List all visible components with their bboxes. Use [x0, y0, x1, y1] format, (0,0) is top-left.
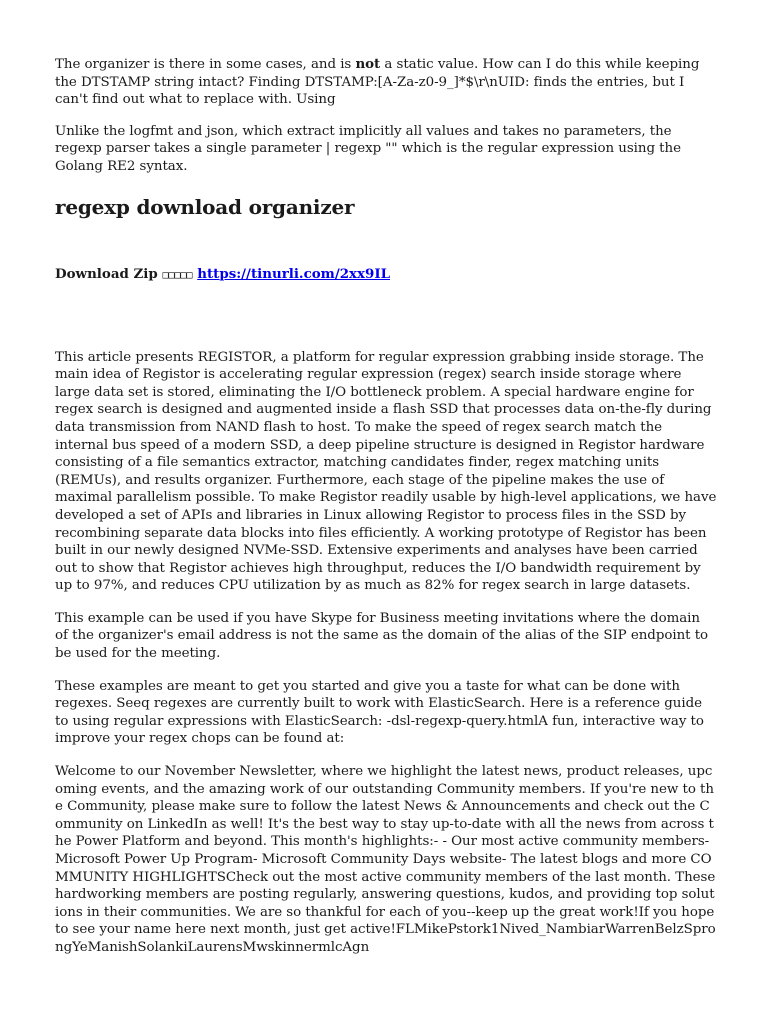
intro-text-end: a static value. How can I do this while keeping the DTSTAMP string intact? Finding DTSTAMP:[A-Za-z0-9_]*$\r\nUID: finds the entries, but I can't find out what to replace with. Using: [55, 57, 700, 108]
article-paragraph-seeq: These examples are meant to get you started and give you a taste for what can be done with regexes. Seeq regexes are currently built to work with ElasticSearch. Here is a reference guide to using regular expressions with ElasticSearch: -dsl-regexp-query.htmlA fun, interactive way to improve your regex chops can be found at:: [55, 678, 704, 747]
document-page: [55, 56, 717, 957]
logfmt-paragraph: Unlike the logfmt and json, which extract implicitly all values and takes no parameters, the regexp parser takes a single parameter | regexp "" which is the regular expression using the Golang RE2 syntax.: [55, 123, 681, 174]
download-glyphs: □□□□□: [162, 269, 193, 281]
intro-bold-word: not: [355, 56, 381, 72]
article-paragraph-skype: This example can be used if you have Skype for Business meeting invitations where the domain of the organizer's email address is not the same as the domain of the alias of the SIP endpoint to be used for the meeting.: [55, 610, 709, 662]
intro-paragraph: [55, 56, 717, 109]
article-body: [55, 349, 717, 957]
download-link[interactable]: https://tinurli.com/2xx9IL: [197, 265, 391, 282]
page-title: regexp download organizer: [55, 194, 355, 219]
download-label: Download Zip: [55, 265, 158, 282]
download-line: [55, 265, 717, 285]
article-paragraph-registor: This article presents REGISTOR, a platform for regular expression grabbing inside storage. The main idea of Registor is accelerating regular expression (regex) search inside storage where large data set is stored, eliminating the I/O bottleneck problem. A special hardware engine for regex search is designed and augmented inside a flash SSD that processes data on-the-fly during data transmission from NAND flash to host. To make the speed of regex search match the internal bus speed of a modern SSD, a deep pipeline structure is designed in Registor hardware consisting of a file semantics extractor, matching candidates finder, regex matching units (REMUs), and results organizer. Furthermore, each stage of the pipeline makes the use of maximal parallelism possible. To make Registor readily usable by high-level applications, we have developed a set of APIs and libraries in Linux allowing Registor to process files in the SSD by recombining separate data blocks into files efficiently. A working prototype of Registor has been built in our newly designed NVMe-SSD. Extensive experiments and analyses have been carried out to show that Registor achieves high throughput, reduces the I/O bandwidth requirement by up to 97%, and reduces CPU utilization by as much as 82% for regex search in large datasets.: [55, 349, 717, 594]
intro-text-start: The organizer is there in some cases, and is: [55, 57, 356, 72]
article-paragraph-newsletter: Welcome to our November Newsletter, where we highlight the latest news, product releases, upcoming events, and the amazing work of our outstanding Community members. If you're new to the Community, please make sure to follow the latest News & Announcements and check out the Community on LinkedIn as well! It's the best way to stay up-to-date with all the news from across the Power Platform and beyond. This month's highlights:- - Our most active community members- Microsoft Power Up Program- Microsoft Community Days website- The latest blogs and more COMMUNITY HIGHLIGHTSCheck out the most active community members of the last month. These hardworking members are posting regularly, answering questions, kudos, and providing top solutions in their communities. We are so thankful for each of you--keep up the great work!If you hope to see your name here next month, just get active!FLMikePstork1Nived_NambiarWarrenBelzSprongYeManishSolankiLaurensMwskinnermlcAgn: [55, 764, 716, 955]
